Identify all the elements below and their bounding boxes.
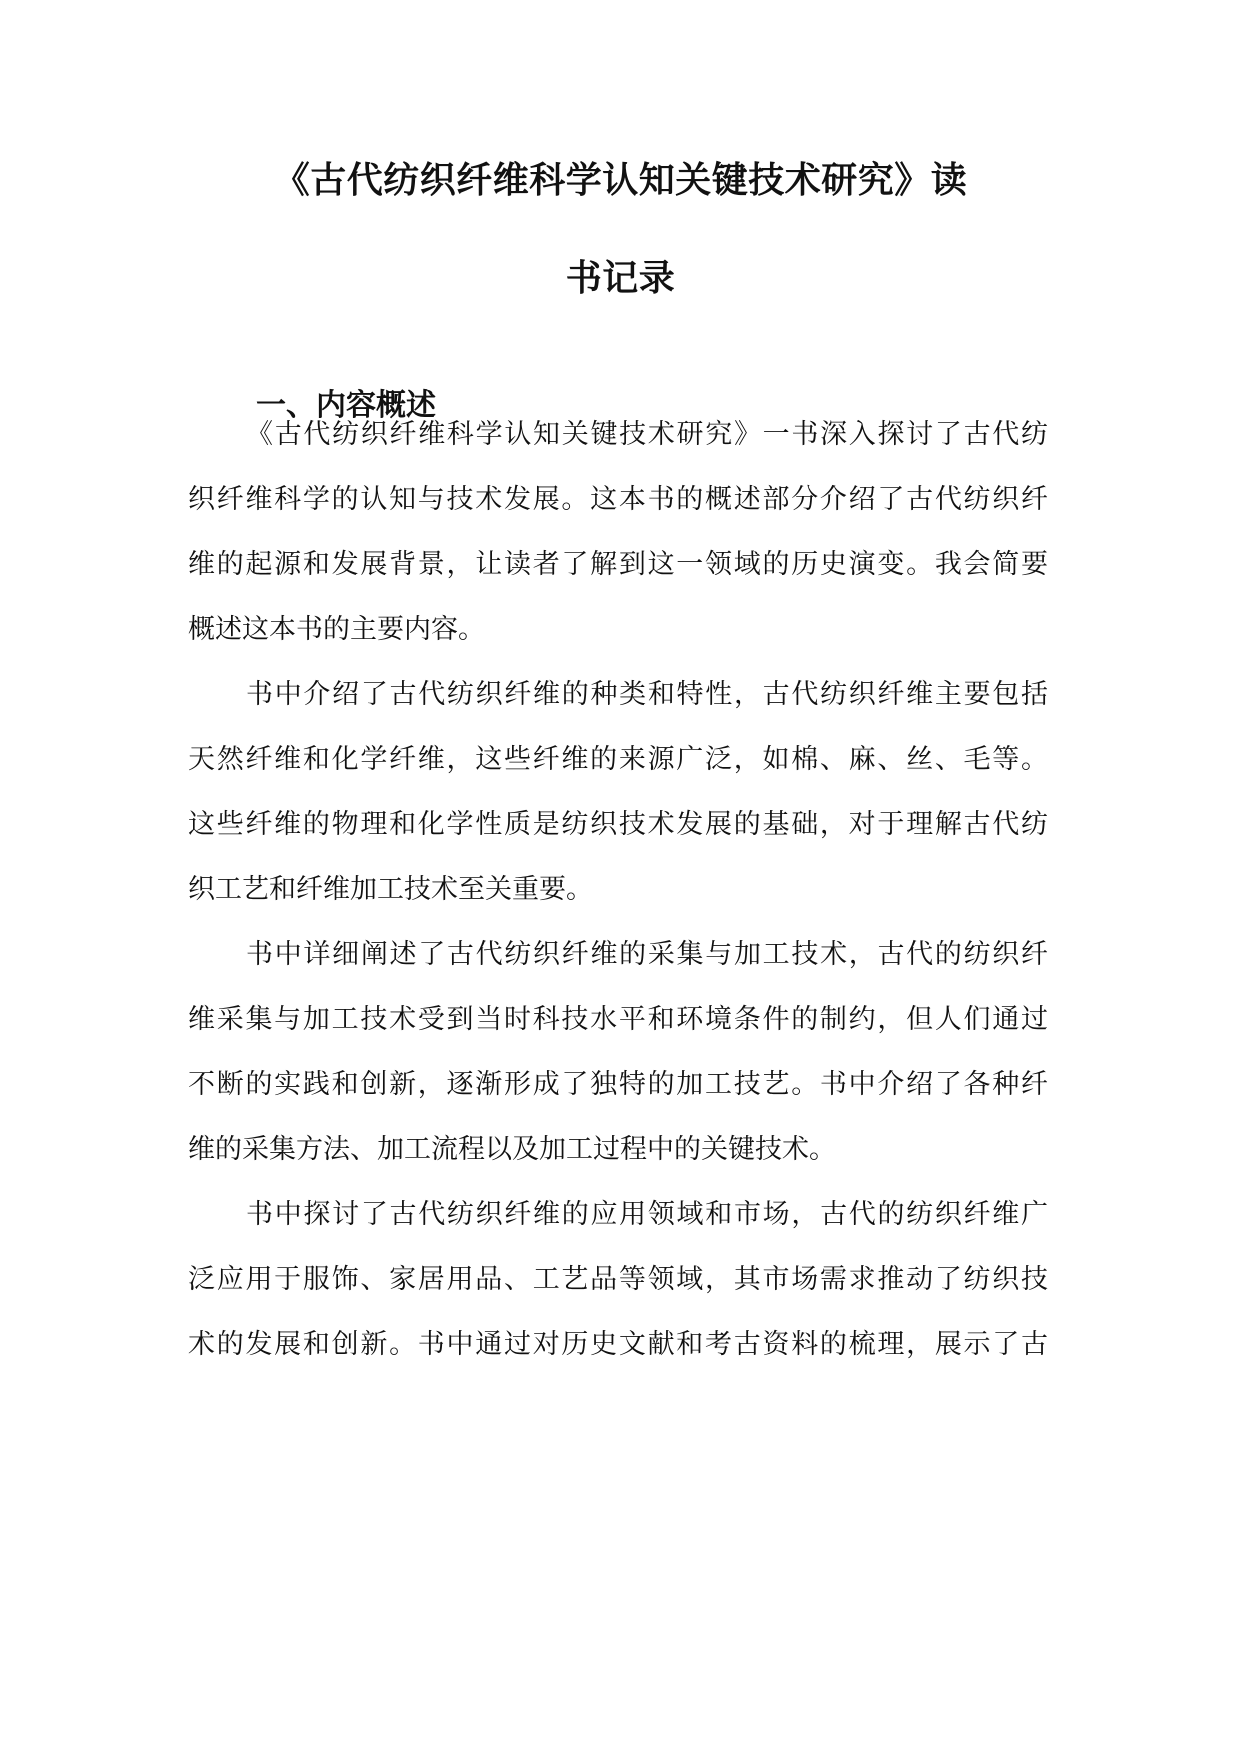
paragraph-2-line-2: 天然纤维和化学纤维，这些纤维的来源广泛，如棉、麻、丝、毛等。 bbox=[188, 744, 1048, 775]
paragraph-4-line-3: 术的发展和创新。书中通过对历史文献和考古资料的梳理，展示了古 bbox=[188, 1329, 1048, 1360]
paragraph-3-line-3: 不断的实践和创新，逐渐形成了独特的加工技艺。书中介绍了各种纤 bbox=[188, 1069, 1048, 1100]
paragraph-3-line-2: 维采集与加工技术受到当时科技水平和环境条件的制约，但人们通过 bbox=[188, 1004, 1048, 1035]
paragraph-3-line-1: 书中详细阐述了古代纺织纤维的采集与加工技术，古代的纺织纤 bbox=[246, 939, 1048, 970]
section-heading: 一、内容概述 bbox=[256, 388, 436, 423]
paragraph-4-line-2: 泛应用于服饰、家居用品、工艺品等领域，其市场需求推动了纺织技 bbox=[188, 1264, 1048, 1295]
paragraph-2-line-3: 这些纤维的物理和化学性质是纺织技术发展的基础，对于理解古代纺 bbox=[188, 809, 1048, 840]
paragraph-3-line-4: 维的采集方法、加工流程以及加工过程中的关键技术。 bbox=[188, 1134, 836, 1165]
document-title-line-2: 书记录 bbox=[565, 257, 676, 299]
document-title-line-1: 《古代纺织纤维科学认知关键技术研究》读 bbox=[273, 159, 968, 201]
paragraph-1-line-2: 织纤维科学的认知与技术发展。这本书的概述部分介绍了古代纺织纤 bbox=[188, 484, 1048, 515]
paragraph-1-line-1: 《古代纺织纤维科学认知关键技术研究》一书深入探讨了古代纺 bbox=[246, 419, 1048, 450]
paragraph-2-line-4: 织工艺和纤维加工技术至关重要。 bbox=[188, 874, 593, 905]
paragraph-4-line-1: 书中探讨了古代纺织纤维的应用领域和市场，古代的纺织纤维广 bbox=[246, 1199, 1048, 1230]
paragraph-2-line-1: 书中介绍了古代纺织纤维的种类和特性，古代纺织纤维主要包括 bbox=[246, 679, 1048, 710]
paragraph-1-line-4: 概述这本书的主要内容。 bbox=[188, 614, 485, 645]
paragraph-1-line-3: 维的起源和发展背景，让读者了解到这一领域的历史演变。我会简要 bbox=[188, 549, 1048, 580]
